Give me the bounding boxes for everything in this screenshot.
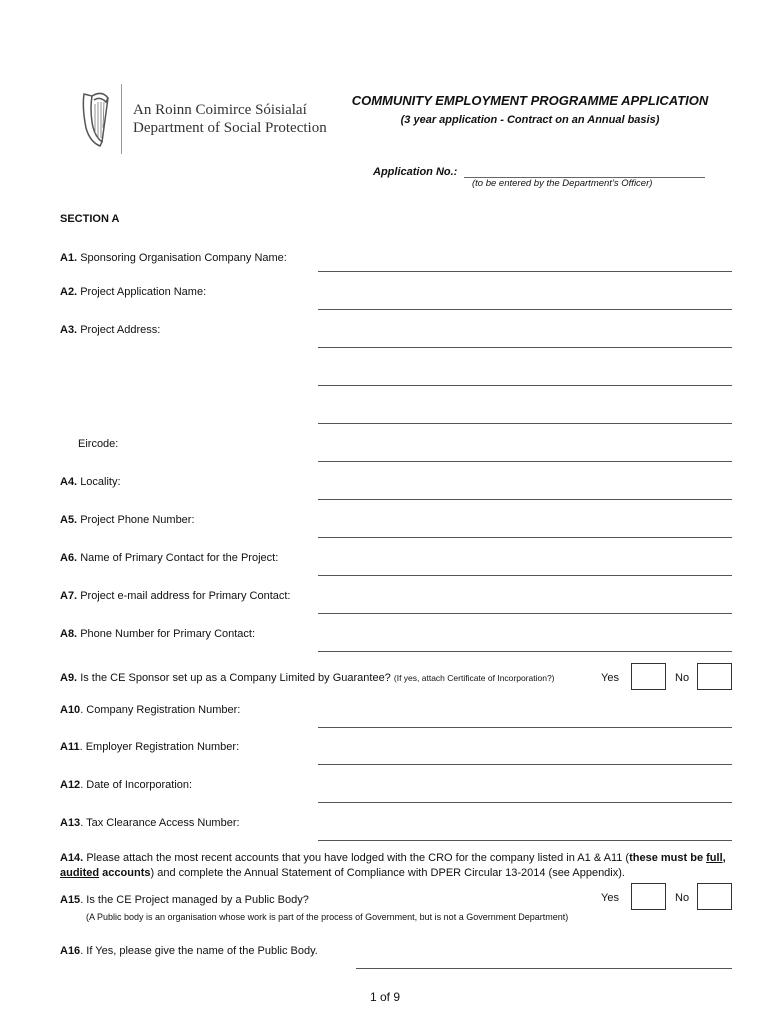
logo-divider	[121, 84, 122, 154]
dept-irish: An Roinn Coimirce Sóisialaí	[133, 102, 307, 118]
a13-label: A13. Tax Clearance Access Number:	[60, 817, 240, 829]
a13-input-line[interactable]	[318, 840, 732, 841]
a10-input-line[interactable]	[318, 727, 732, 728]
a5-input-line[interactable]	[318, 537, 732, 538]
a3-input-line-3[interactable]	[318, 423, 732, 424]
a16-label: A16. If Yes, please give the name of the Public Body.	[60, 945, 318, 957]
a4-input-line[interactable]	[318, 499, 732, 500]
section-heading: SECTION A	[60, 213, 120, 225]
a15-yes-checkbox[interactable]	[631, 883, 666, 910]
a5-label: A5. Project Phone Number:	[60, 514, 195, 526]
a8-input-line[interactable]	[318, 651, 732, 652]
a15-label: A15. Is the CE Project managed by a Public Body?	[60, 894, 309, 906]
a4-label: A4. Locality:	[60, 476, 121, 488]
a1-label: A1. Sponsoring Organisation Company Name:	[60, 252, 287, 264]
a7-label: A7. Project e-mail address for Primary Contact:	[60, 590, 291, 602]
application-no-note: (to be entered by the Department’s Officer)	[472, 178, 653, 189]
form-subtitle: (3 year application - Contract on an Annual basis)	[400, 114, 660, 126]
department-name	[133, 101, 327, 137]
a15-note: (A Public body is an organisation whose work is part of the process of Government, but is not a Government Department)	[86, 912, 569, 922]
form-title: COMMUNITY EMPLOYMENT PROGRAMME APPLICATION	[351, 93, 709, 108]
dept-english: Department of Social Protection	[133, 120, 327, 136]
a9-yes-label: Yes	[601, 672, 619, 684]
eircode-input-line[interactable]	[318, 461, 732, 462]
page-number: 1 of 9	[369, 990, 401, 1004]
a12-label: A12. Date of Incorporation:	[60, 779, 193, 791]
harp-logo-icon	[78, 88, 112, 150]
a7-input-line[interactable]	[318, 613, 732, 614]
a16-input-line[interactable]	[356, 968, 732, 969]
a1-input-line[interactable]	[318, 271, 732, 272]
a2-input-line[interactable]	[318, 309, 732, 310]
a12-input-line[interactable]	[318, 802, 732, 803]
a9-label: A9. Is the CE Sponsor set up as a Company Limited by Guarantee? (If yes, attach Certificate of Incorporation?)	[60, 672, 555, 684]
a9-no-label: No	[675, 672, 690, 684]
a2-label: A2. Project Application Name:	[60, 286, 207, 298]
a11-label: A11. Employer Registration Number:	[60, 741, 240, 753]
application-no-label: Application No.:	[373, 166, 458, 178]
a9-no-checkbox[interactable]	[697, 663, 732, 690]
a3-label: A3. Project Address:	[60, 324, 161, 336]
a3-input-line-2[interactable]	[318, 385, 732, 386]
a9-yes-checkbox[interactable]	[631, 663, 666, 690]
a15-no-label: No	[675, 892, 690, 904]
a6-label: A6. Name of Primary Contact for the Project:	[60, 552, 279, 564]
eircode-label: Eircode:	[78, 438, 119, 450]
a10-label: A10. Company Registration Number:	[60, 704, 241, 716]
a14-paragraph: A14. Please attach the most recent accounts that you have lodged with the CRO for the company listed in A1 & A11 (these must be full, audited accounts) and complete the Annual Statement of Compliance with DPER Circular 13-2014 (see Appendix).	[60, 852, 726, 879]
a6-input-line[interactable]	[318, 575, 732, 576]
a3-input-line-1[interactable]	[318, 347, 732, 348]
a15-no-checkbox[interactable]	[697, 883, 732, 910]
a8-label: A8. Phone Number for Primary Contact:	[60, 628, 256, 640]
a15-yes-label: Yes	[601, 892, 619, 904]
a11-input-line[interactable]	[318, 764, 732, 765]
